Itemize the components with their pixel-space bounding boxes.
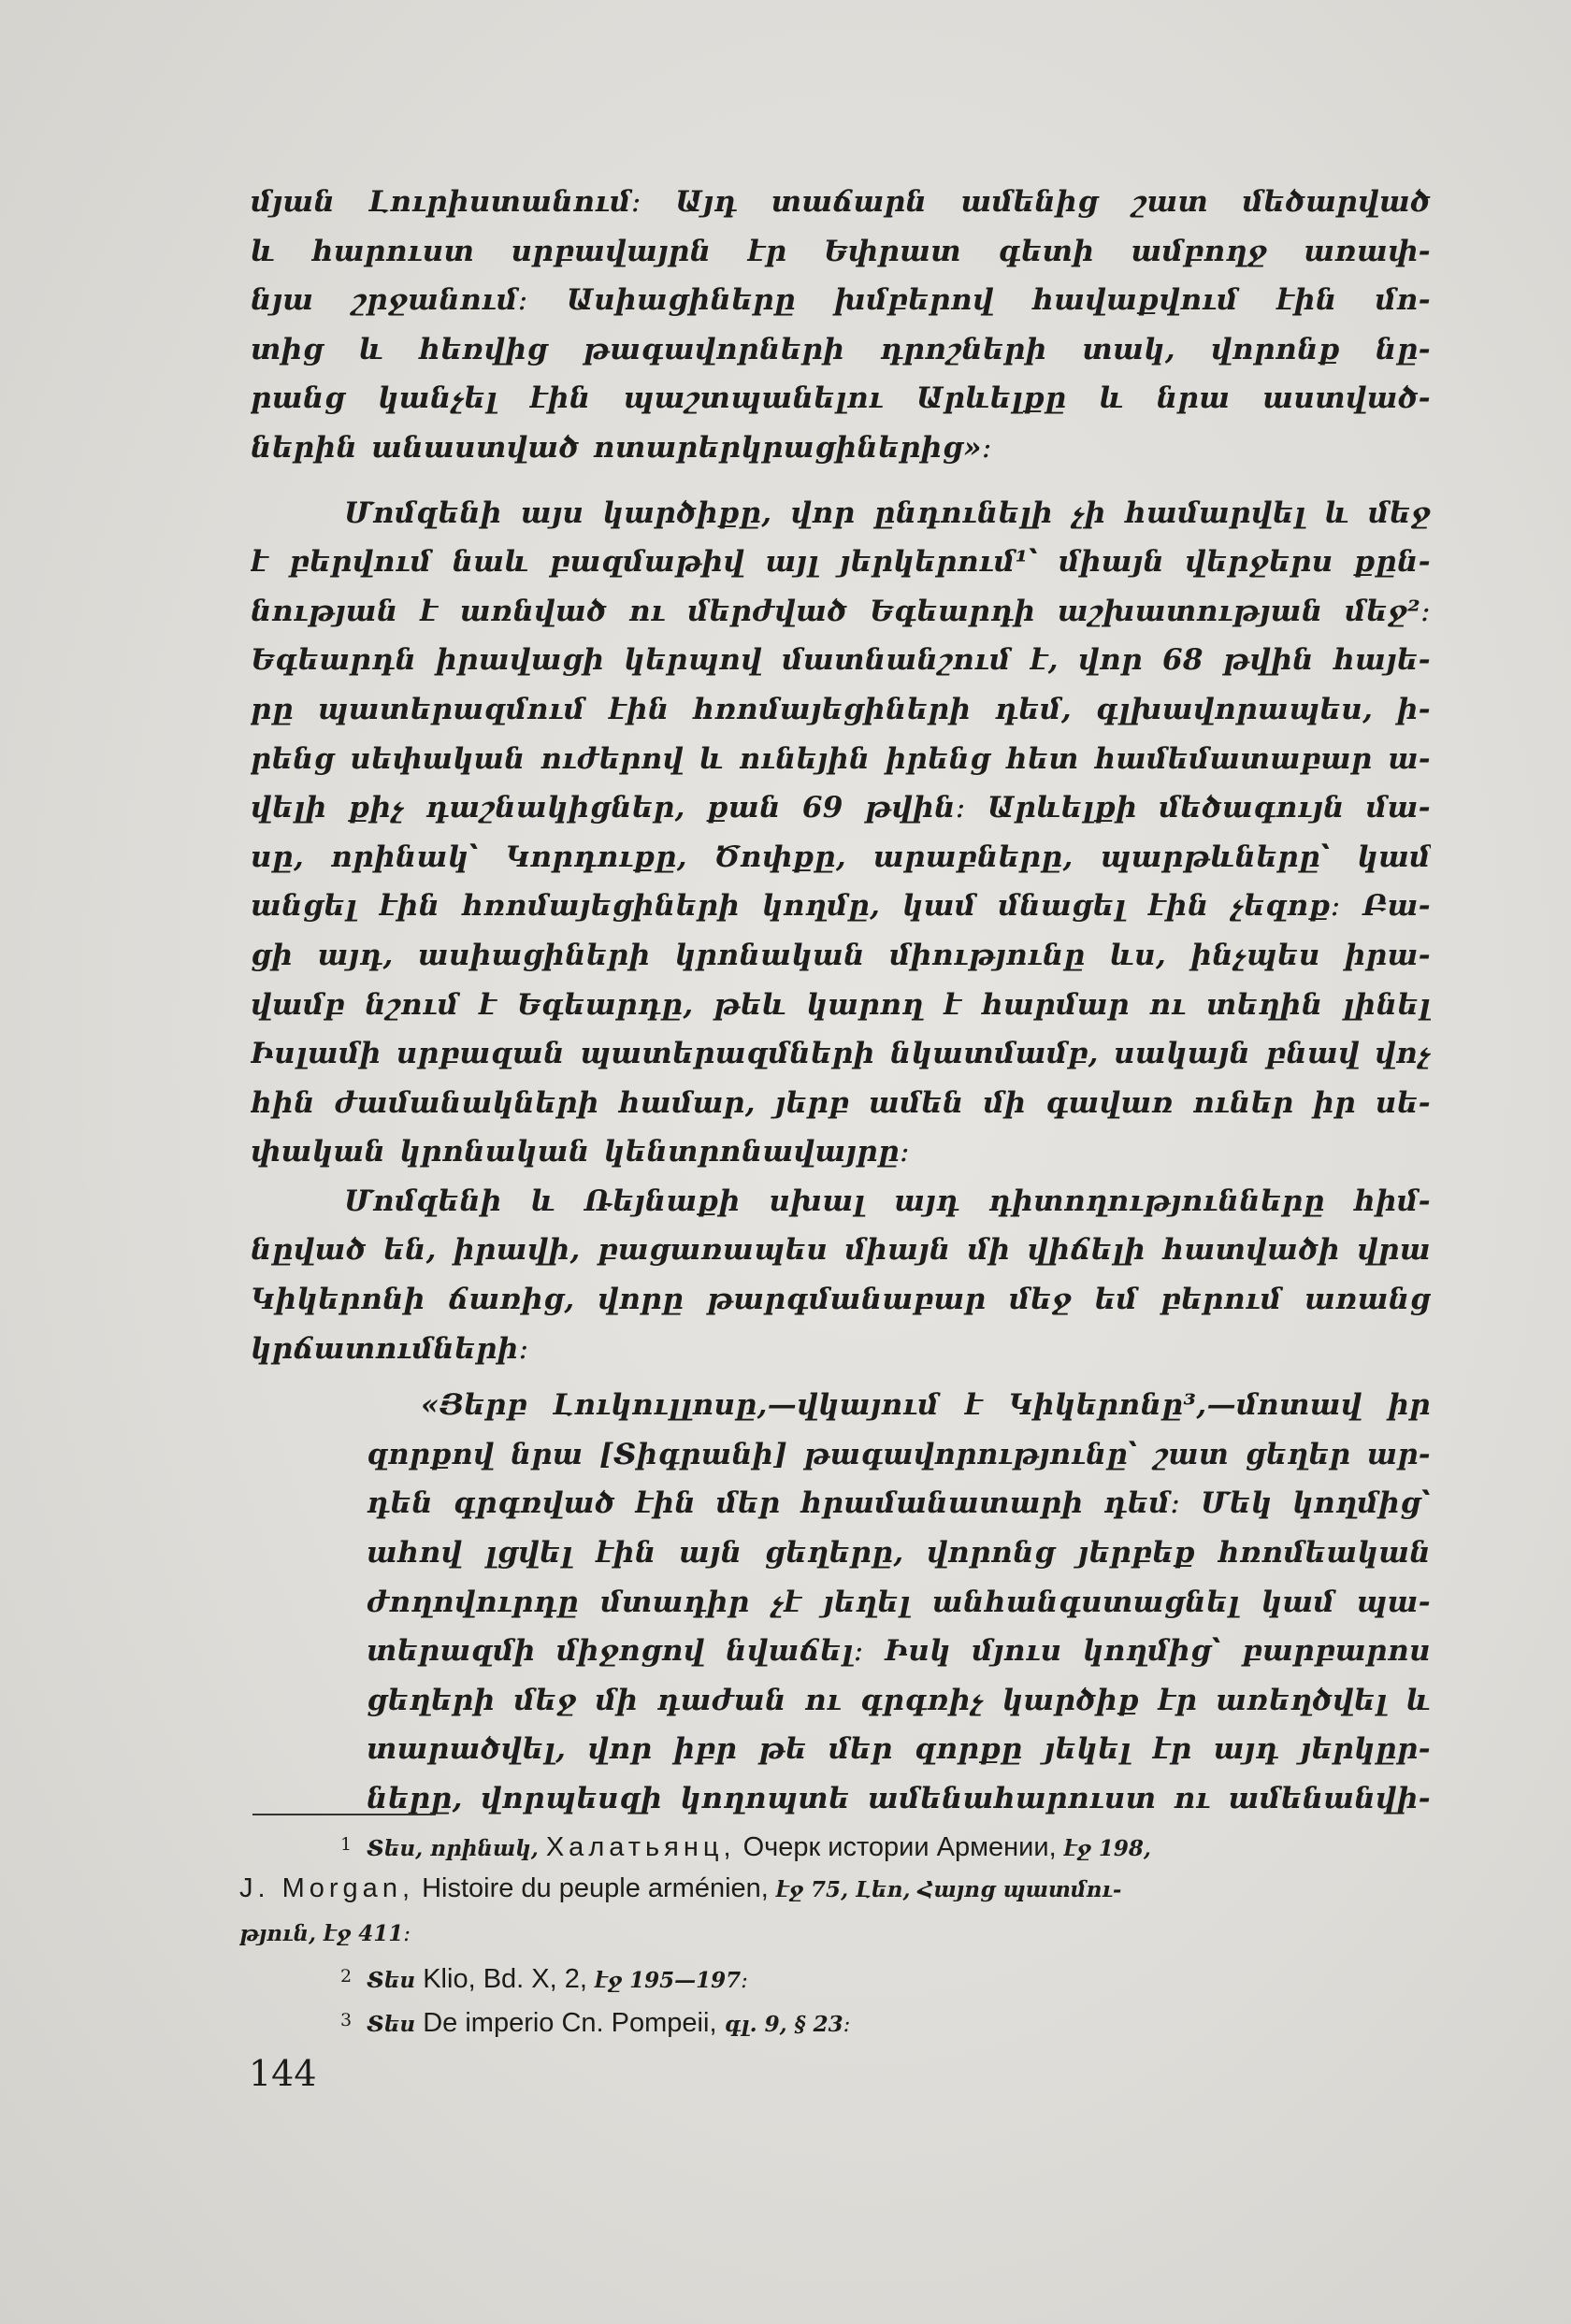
footnote-marker: 1 <box>340 1834 353 1855</box>
footnote-page: գլ. 9, § 23։ <box>724 2012 851 2037</box>
text-line: մյան Լուրիստանում։ Այդ տաճարն ամենից շատ մեծարված <box>251 185 1431 219</box>
text-line: նըված են, իրավի, բացառապես միայն մի վիճելի հատվածի վրա <box>251 1233 1431 1268</box>
footnote-text: Տես, որինակ, <box>367 1836 539 1861</box>
text-line: վամբ նշում է Եգեարդը, թեև կարող է հարմար ու տեղին լինել <box>251 987 1431 1022</box>
footnote-author: J. Morgan, <box>239 1873 414 1903</box>
footnote-1 <box>239 1823 1433 1867</box>
text-line: ցի այդ, ասիացիների կրոնական միությունը ևս, ինչպես իրա- <box>251 938 1431 972</box>
quote-line: դեն գրգռված էին մեր հրամանատարի դեմ։ Մեկ կողմից՝ <box>367 1486 1431 1521</box>
paragraph-mommsen-reinach <box>251 1177 1431 1373</box>
text-line: Մոմզենի և Ռեյնաքի սխալ այդ դիտողությունները հիմ- <box>344 1184 1431 1218</box>
footnote-source: De imperio Cn. Pompeii, <box>423 2008 717 2038</box>
quote-line: ները, վորպեսզի կողոպտե ամենահարուստ ու ամենանվի- <box>367 1782 1431 1815</box>
quote-line: զորքով նրա [Տիգրանի] թագավորությունը՝ շատ ցեղեր ար- <box>367 1437 1431 1471</box>
footnote-1-end <box>239 1911 1433 1955</box>
text-line: կրճատումների։ <box>251 1331 529 1366</box>
paragraph-mommsen-opinion <box>251 489 1431 1177</box>
text-line: Եգեարդն իրավացի կերպով մատնանշում է, վոր 68 թվին հայե- <box>251 643 1431 678</box>
text-line: փական կրոնական կենտրոնավայրը։ <box>251 1135 910 1169</box>
text-line: Կիկերոնի ճառից, վորը թարգմանաբար մեջ եմ բերում առանց <box>251 1283 1431 1317</box>
footnote-marker: 2 <box>340 1966 353 1987</box>
quote-line: «Յերբ Լուկուլլոսը,—վկայում է Կիկերոնը³,—մոտավ իր <box>421 1388 1431 1423</box>
text-line: Մոմզենի այս կարծիքը, վոր ընդունելի չի համարվել և մեջ <box>344 495 1431 530</box>
text-line: վելի քիչ դաշնակիցներ, քան 69 թվին։ Արևելքի մեծագույն մա- <box>251 791 1431 825</box>
footnote-title: Histoire du peuple arménien, <box>422 1873 769 1903</box>
quote-line: ցեղերի մեջ մի դաժան ու գրգռիչ կարծիք էր առեղծվել և <box>367 1683 1431 1717</box>
footnote-2 <box>239 1955 1433 1999</box>
main-text <box>251 178 1431 1824</box>
cicero-quote <box>251 1381 1431 1823</box>
footnote-page: էջ 75, <box>775 1877 849 1902</box>
text-line: հին ժամանակների համար, յերբ ամեն մի գավառ ուներ իր սե- <box>251 1085 1431 1120</box>
quote-line: տերազմի միջոցով նվաճել։ Իսկ մյուս կողմից՝ բարբարոս <box>367 1634 1431 1669</box>
footnote-marker: 3 <box>340 2010 353 2030</box>
text-line: րանց կանչել էին պաշտպանելու Արևելքը և նրա աստված- <box>251 381 1431 416</box>
footnote-prefix: Տես <box>367 1968 416 1993</box>
footnote-title: Очерк истории Армении, <box>742 1832 1057 1862</box>
footnote-divider <box>252 1814 436 1815</box>
footnote-text: Լեո, Հայոց պատմու- <box>856 1877 1122 1902</box>
footnote-page: էջ 198, <box>1063 1836 1151 1861</box>
text-line: սը, որինակ՝ Կորդուքը, Ծոփքը, արաբները, պարթևները՝ կամ <box>251 839 1431 874</box>
text-line: րը պատերազմում էին հռոմայեցիների դեմ, գլխավորապես, ի- <box>251 692 1431 726</box>
paragraph-continuation <box>251 178 1431 473</box>
text-line: անցել էին հռոմայեցիների կողմը, կամ մնացել էին չեզոք։ Բա- <box>251 889 1431 924</box>
quote-line: տարածվել, վոր իբր թե մեր զորքը յեկել էր այդ յերկըր- <box>367 1732 1431 1767</box>
footnote-prefix: Տես <box>367 2012 416 2037</box>
text-line: Իսլամի սրբազան պատերազմների նկատմամբ, սակայն բնավ վոչ <box>251 1037 1431 1071</box>
text-line: նյա շրջանում։ Ասիացիները խմբերով հավաքվում էին մո- <box>251 283 1431 318</box>
footnotes <box>239 1823 1433 2043</box>
quote-line: ժողովուրդը մտադիր չէ յեղել անհանգստացնել կամ պա- <box>367 1585 1431 1619</box>
footnote-text: թյուն, էջ 411։ <box>239 1921 411 1946</box>
text-line: տից և հեռվից թագավորների դրոշների տակ, վորոնք նը- <box>251 332 1431 366</box>
footnote-source: Klio, Bd. X, 2, <box>423 1964 587 1994</box>
quote-line: ահով լցվել էին այն ցեղերը, վորոնց յերբեք հռոմեական <box>367 1536 1431 1571</box>
footnote-author: Халатьянц, <box>545 1832 736 1862</box>
footnote-3 <box>239 1999 1433 2043</box>
text-line: և հարուստ սրբավայրն էր Եփրատ գետի ամբողջ առափ- <box>251 234 1431 268</box>
text-line: նության է առնված ու մերժված Եգեարդի աշխատության մեջ²։ <box>251 594 1431 628</box>
text-line: ներին անաստված ոտարերկրացիներից»։ <box>251 430 992 465</box>
text-line: րենց սեփական ուժերով և ունեյին իրենց հետ համեմատաբար ա- <box>251 741 1431 776</box>
footnote-page: էջ 195—197։ <box>594 1968 748 1993</box>
footnote-1-continued <box>239 1867 1433 1911</box>
text-line: է բերվում նաև բազմաթիվ այլ յերկերում¹՝ միայն վերջերս քըն- <box>251 545 1431 580</box>
page-number: 144 <box>249 2053 317 2094</box>
